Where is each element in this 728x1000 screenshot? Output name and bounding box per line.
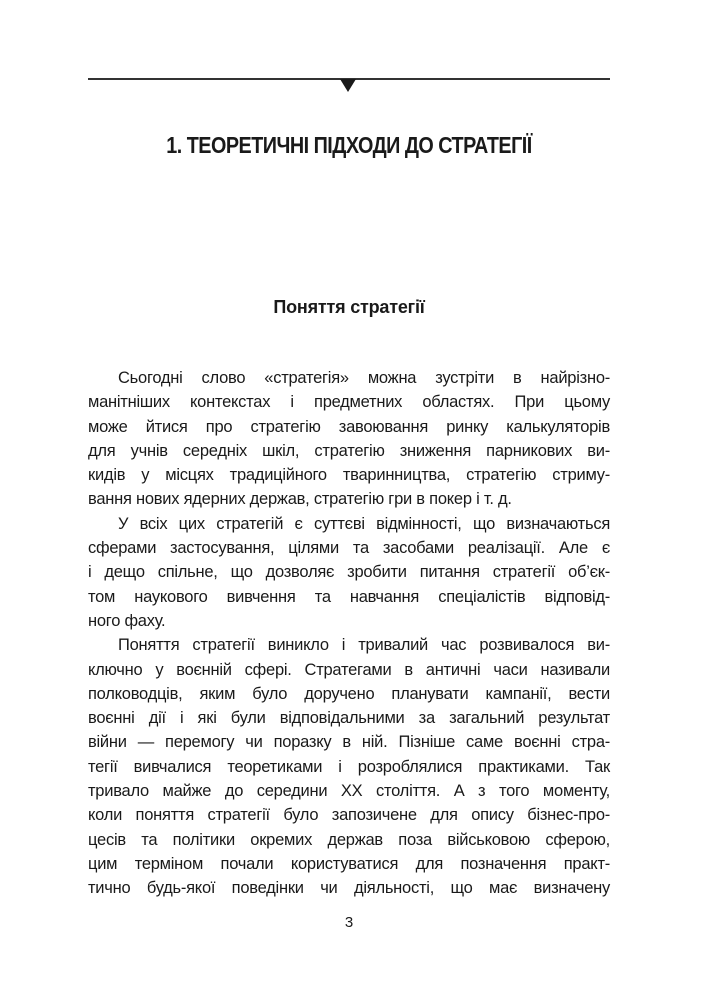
text-line: може йтися про стратегію завоювання ринку калькуляторів: [88, 417, 610, 436]
body-text: [88, 366, 610, 901]
text-line: тривало майже до середини ХХ століття. А з того моменту,: [88, 782, 610, 801]
text-line: том наукового вивчення та навчання спеціалістів відповід-: [88, 587, 610, 606]
text-line: війни — перемогу чи поразку в ній. Пізніше саме воєнні стра-: [88, 733, 610, 752]
chapter-title: 1. ТЕОРЕТИЧНІ ПІДХОДИ ДО СТРАТЕГІЇ: [166, 132, 532, 158]
text-line: полководців, яким було доручено планувати кампанії, вести: [88, 684, 610, 703]
text-line: ключно у воєнній сфері. Стратегами в античні часи називали: [88, 660, 610, 679]
text-line: вання нових ядерних держав, стратегію гри в покер і т. д.: [88, 490, 512, 509]
text-line: цим терміном почали користуватися для позначення практ-: [88, 854, 610, 873]
triangle-marker-icon: [340, 79, 356, 92]
text-line: і дещо спільне, що дозволяє зробити питання стратегії об’єк-: [88, 563, 610, 582]
text-line: тично будь-якої поведінки чи діяльності, що має визначену: [88, 879, 610, 898]
text-line: сферами застосування, цілями та засобами реалізації. Але є: [88, 539, 610, 558]
text-line: ного фаху.: [88, 611, 166, 630]
text-line: воєнні дії і які були відповідальними за загальний результат: [88, 709, 610, 728]
section-title: Поняття стратегії: [273, 297, 425, 317]
text-line: Сьогодні слово «стратегія» можна зустріти в найрізно-: [118, 369, 610, 387]
text-line: У всіх цих стратегій є суттєві відмінності, що визначаються: [118, 514, 610, 533]
text-line: Поняття стратегії виникло і тривалий час розвивалося ви-: [118, 636, 610, 655]
text-line: тегії вивчалися теоретиками і розроблялися практиками. Так: [88, 757, 610, 776]
page-number: 3: [344, 914, 354, 931]
text-line: манітніших контекстах і предметних областях. При цьому: [88, 393, 610, 412]
text-line: кидів у місцях традиційного тваринництва, стратегію стриму-: [88, 466, 610, 485]
text-line: коли поняття стратегії було запозичене для опису бізнес-про-: [88, 806, 610, 825]
text-line: цесів та політики окремих держав поза військовою сферою,: [88, 830, 610, 849]
text-line: для учнів середніх шкіл, стратегію зниження парникових ви-: [88, 441, 610, 460]
